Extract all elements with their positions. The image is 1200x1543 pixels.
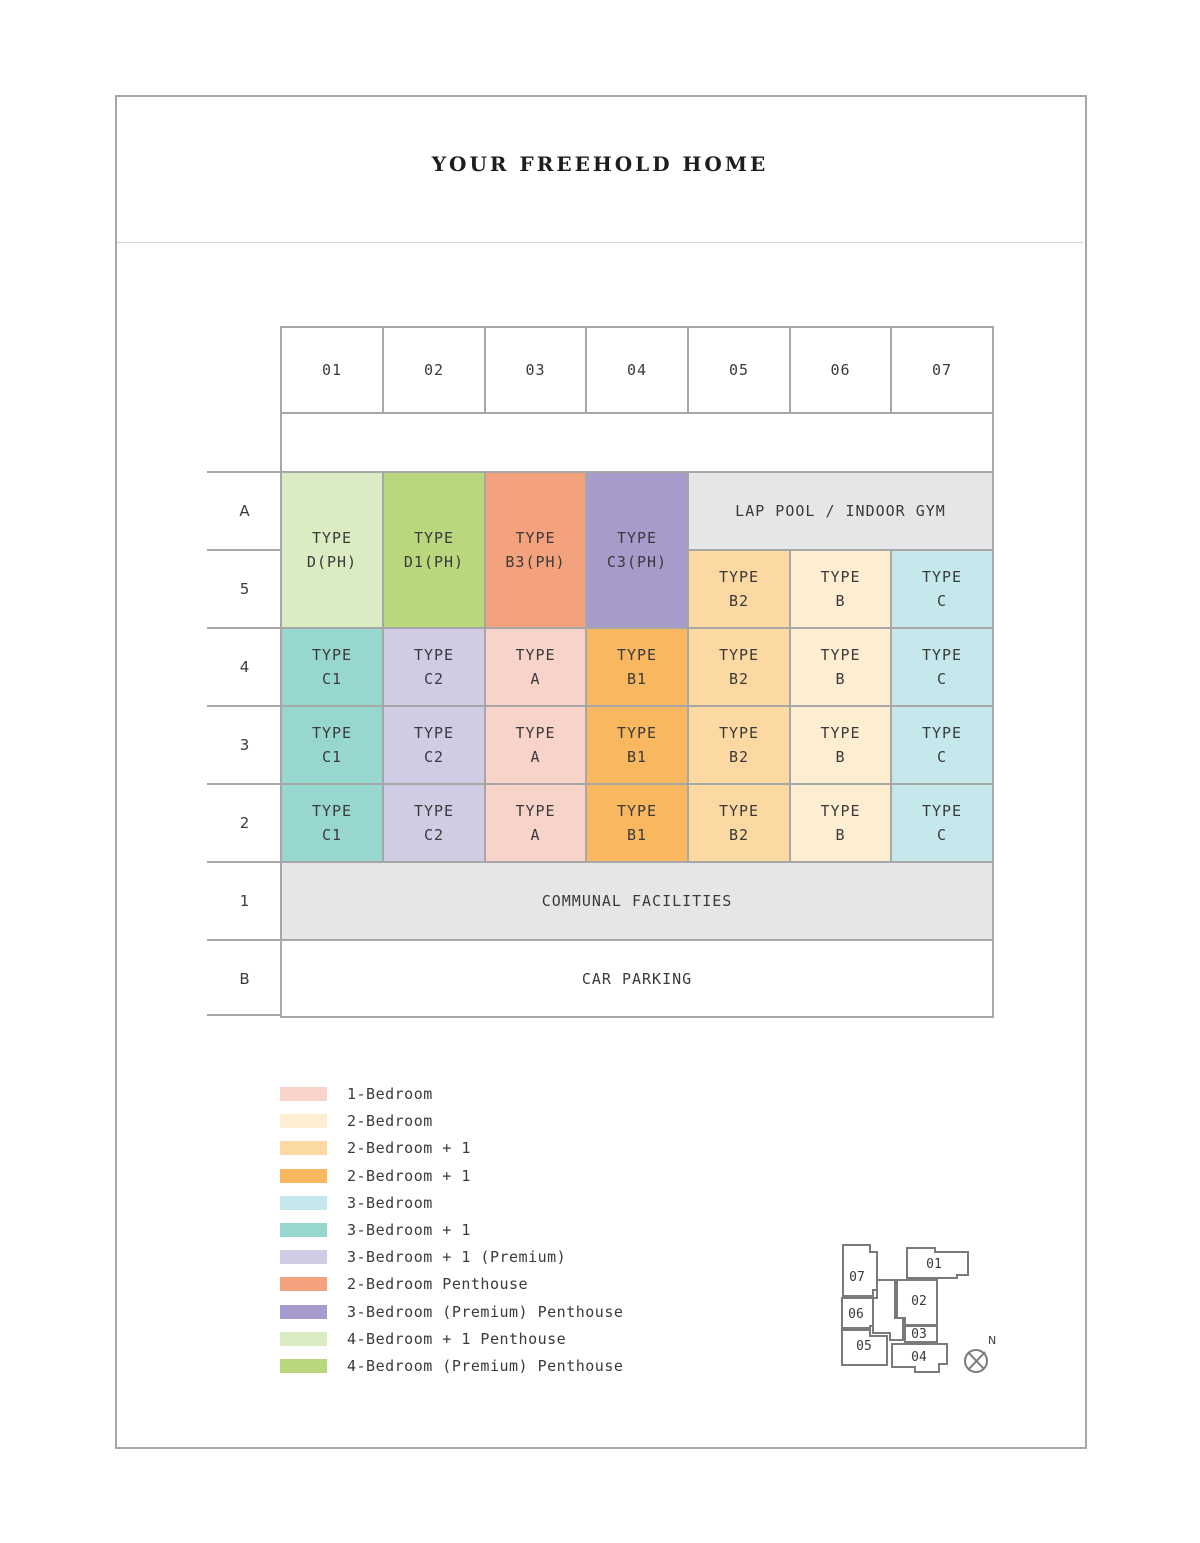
key-plan <box>835 1240 1000 1380</box>
header-divider <box>117 242 1083 243</box>
unit-type-a: TYPE A <box>484 783 587 863</box>
unit-type-c1: TYPE C1 <box>280 783 384 863</box>
legend-swatch <box>280 1359 327 1373</box>
unit-type-b2: TYPE B2 <box>687 627 791 707</box>
unit-type-b1: TYPE B1 <box>585 705 689 785</box>
legend-swatch <box>280 1250 327 1264</box>
legend-label: 1-Bedroom <box>347 1085 433 1103</box>
legend-swatch <box>280 1141 327 1155</box>
unit-type-b2: TYPE B2 <box>687 705 791 785</box>
keyplan-label-05: 05 <box>856 1339 872 1354</box>
unit-type-a: TYPE A <box>484 705 587 785</box>
legend-item <box>280 1357 700 1377</box>
legend-swatch <box>280 1087 327 1101</box>
legend-item <box>280 1194 700 1214</box>
unit-type-c1: TYPE C1 <box>280 627 384 707</box>
keyplan-label-07: 07 <box>849 1270 865 1285</box>
unit-type-b: TYPE B <box>789 549 892 629</box>
column-header-03: 03 <box>484 326 587 414</box>
unit-type-b: TYPE B <box>789 705 892 785</box>
legend-label: 3-Bedroom + 1 <box>347 1221 471 1239</box>
legend-swatch <box>280 1169 327 1183</box>
keyplan-label-02: 02 <box>911 1294 927 1309</box>
row-label-5: 5 <box>207 549 282 627</box>
legend-item <box>280 1330 700 1350</box>
unit-type-b: TYPE B <box>789 783 892 863</box>
unit-type-b1: TYPE B1 <box>585 783 689 863</box>
legend-item <box>280 1221 700 1241</box>
row-label-3: 3 <box>207 705 282 783</box>
legend-label: 2-Bedroom + 1 <box>347 1139 471 1158</box>
unit-type-c2: TYPE C2 <box>382 705 486 785</box>
unit-type-c1: TYPE C1 <box>280 705 384 785</box>
legend-swatch <box>280 1332 327 1346</box>
unit-type-b: TYPE B <box>789 627 892 707</box>
legend-item <box>280 1112 700 1132</box>
row-label-1: 1 <box>207 861 282 939</box>
legend-item <box>280 1275 700 1295</box>
column-header-06: 06 <box>789 326 892 414</box>
unit-type-c2: TYPE C2 <box>382 783 486 863</box>
legend-label: 3-Bedroom + 1 (Premium) <box>347 1248 567 1267</box>
page-title: YOUR FREEHOLD HOME <box>431 152 769 176</box>
north-label: N <box>988 1334 997 1347</box>
unit-type-c: TYPE C <box>890 627 994 707</box>
legend-label: 2-Bedroom + 1 <box>347 1166 471 1185</box>
legend-label: 4-Bedroom + 1 Penthouse <box>347 1329 567 1348</box>
row-label-bottom-line <box>207 1014 282 1016</box>
column-header-01: 01 <box>280 326 384 414</box>
row-label-2: 2 <box>207 783 282 861</box>
blank-band <box>280 412 994 473</box>
column-header-04: 04 <box>585 326 689 414</box>
unit-type-c: TYPE C <box>890 783 994 863</box>
unit-type-a: TYPE A <box>484 627 587 707</box>
legend-swatch <box>280 1196 327 1210</box>
unit-type-c3-ph: TYPE C3(PH) <box>585 471 689 629</box>
legend-item <box>280 1139 700 1159</box>
row-label-b: B <box>207 939 282 1017</box>
legend-label: 3-Bedroom (Premium) Penthouse <box>347 1302 624 1321</box>
column-header-07: 07 <box>890 326 994 414</box>
legend-label: 4-Bedroom (Premium) Penthouse <box>347 1357 624 1375</box>
legend-item <box>280 1085 700 1105</box>
row-label-a: A <box>207 471 282 549</box>
legend-label: 2-Bedroom Penthouse <box>347 1275 529 1294</box>
unit-type-d-ph: TYPE D(PH) <box>280 471 384 629</box>
north-arrow-icon <box>965 1350 987 1372</box>
legend-swatch <box>280 1277 327 1291</box>
legend-swatch <box>280 1305 327 1319</box>
unit-type-d1-ph: TYPE D1(PH) <box>382 471 486 629</box>
lap-pool-indoor-gym: LAP POOL / INDOOR GYM <box>687 471 994 551</box>
keyplan-label-06: 06 <box>848 1307 864 1322</box>
legend-swatch <box>280 1114 327 1128</box>
unit-type-b2: TYPE B2 <box>687 549 791 629</box>
column-header-02: 02 <box>382 326 486 414</box>
column-header-05: 05 <box>687 326 791 414</box>
communal-facilities: COMMUNAL FACILITIES <box>280 861 994 941</box>
unit-type-b3-ph: TYPE B3(PH) <box>484 471 587 629</box>
unit-type-b1: TYPE B1 <box>585 627 689 707</box>
keyplan-label-04: 04 <box>911 1350 927 1365</box>
keyplan-label-03: 03 <box>911 1327 927 1342</box>
row-label-4: 4 <box>207 627 282 705</box>
legend-label: 3-Bedroom <box>347 1193 433 1212</box>
unit-type-c2: TYPE C2 <box>382 627 486 707</box>
unit-type-c: TYPE C <box>890 549 994 629</box>
unit-type-b2: TYPE B2 <box>687 783 791 863</box>
legend-label: 2-Bedroom <box>347 1112 433 1131</box>
legend-item <box>280 1303 700 1323</box>
legend-item <box>280 1167 700 1187</box>
keyplan-label-01: 01 <box>926 1257 942 1272</box>
legend-item <box>280 1248 700 1268</box>
car-parking: CAR PARKING <box>280 939 994 1018</box>
unit-type-c: TYPE C <box>890 705 994 785</box>
legend-swatch <box>280 1223 327 1237</box>
